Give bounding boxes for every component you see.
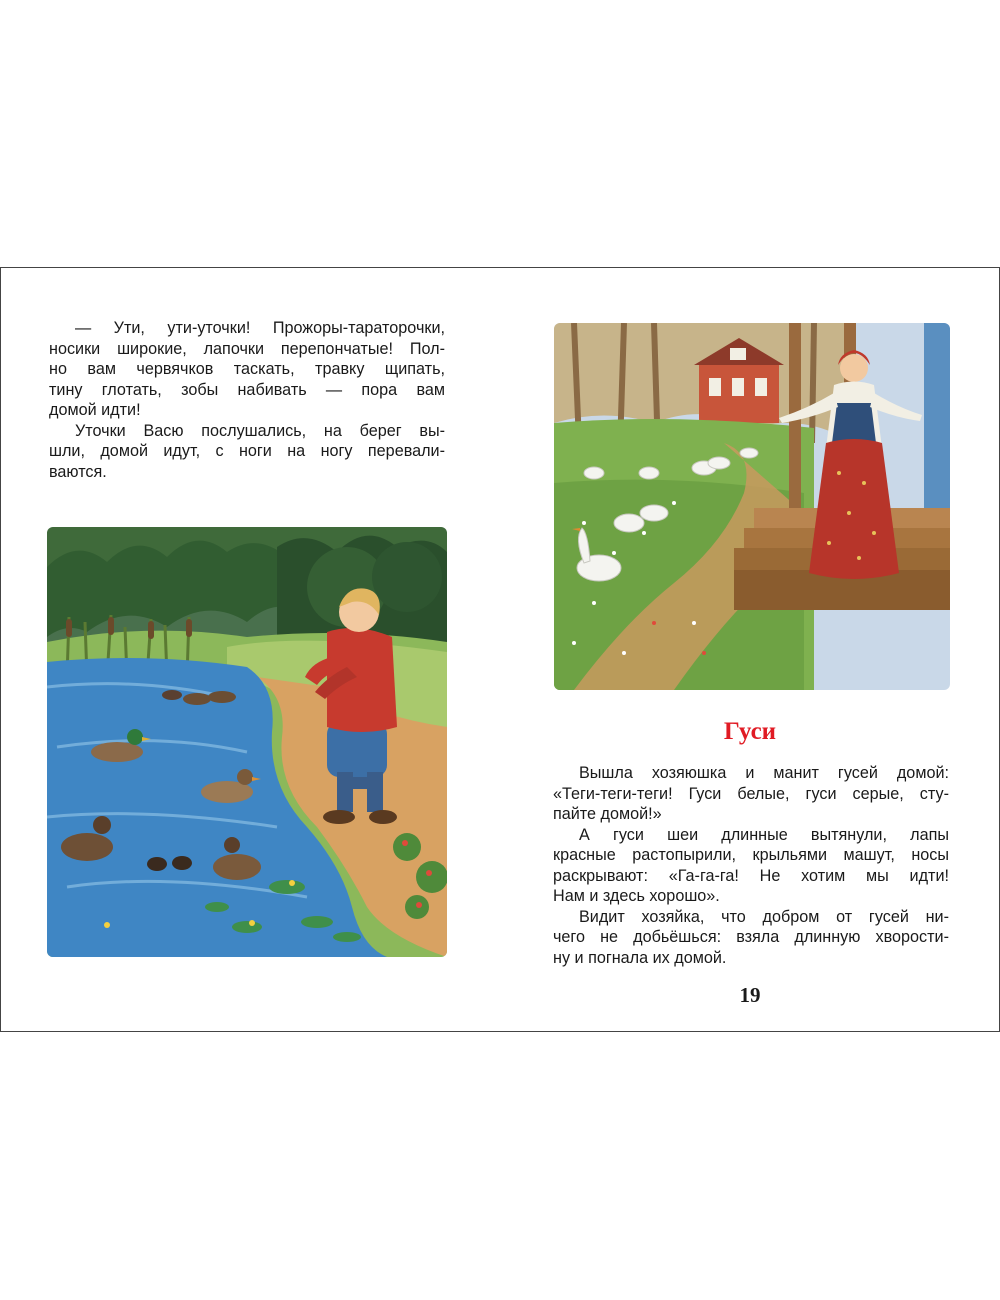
right-page-text [553, 763, 949, 968]
text-line: Вышла хозяюшка и манит гусей домой: [579, 764, 949, 782]
right-page [501, 268, 999, 1031]
section-title: Гуси [723, 718, 777, 745]
text-line: Уточки Васю послушались, на берег вы- [75, 421, 445, 440]
ducks-pond-picture [47, 527, 447, 957]
text-line: пайте домой!» [553, 805, 662, 823]
left-page [1, 268, 501, 1031]
geese-illustration [554, 323, 950, 690]
text-line: тину глотать, зобы набивать — пора вам [49, 380, 445, 399]
text-line: но вам червячков таскать, травку щипать, [49, 360, 445, 378]
text-line: А гуси шеи длинные вытянули, лапы [579, 825, 949, 844]
text-line: шли, домой идут, с ноги на ногу перевали- [49, 442, 445, 460]
paragraph [49, 421, 445, 483]
text-line: Нам и здесь хорошо». [553, 887, 720, 905]
book-spread [0, 267, 1000, 1032]
left-page-text [49, 318, 445, 482]
geese-picture [554, 323, 950, 690]
paragraph [553, 763, 949, 825]
text-line: чего не добьёшься: взяла длинную хворости- [553, 928, 949, 946]
text-line: — Ути, ути-уточки! Прожоры-тараторочки, [75, 319, 445, 337]
paragraph [553, 825, 949, 907]
ducks-pond-illustration [47, 527, 447, 957]
text-line: Видит хозяйка, что добром от гусей ни- [579, 907, 949, 926]
page-number: 19 [739, 983, 761, 1007]
text-line: красные растопырили, крыльями машут, носы [553, 846, 949, 864]
text-line: раскрывают: «Га-га-га! Не хотим мы идти! [553, 866, 949, 885]
text-line: домой идти! [49, 401, 141, 419]
paragraph [553, 907, 949, 969]
text-line: носики широкие, лапочки перепончатые! Пол- [49, 339, 445, 358]
paragraph [49, 318, 445, 421]
text-line: «Теги-теги-теги! Гуси белые, гуси серые, сту- [553, 784, 949, 803]
text-line: ну и погнала их домой. [553, 948, 727, 967]
text-line: ваются. [49, 462, 107, 481]
